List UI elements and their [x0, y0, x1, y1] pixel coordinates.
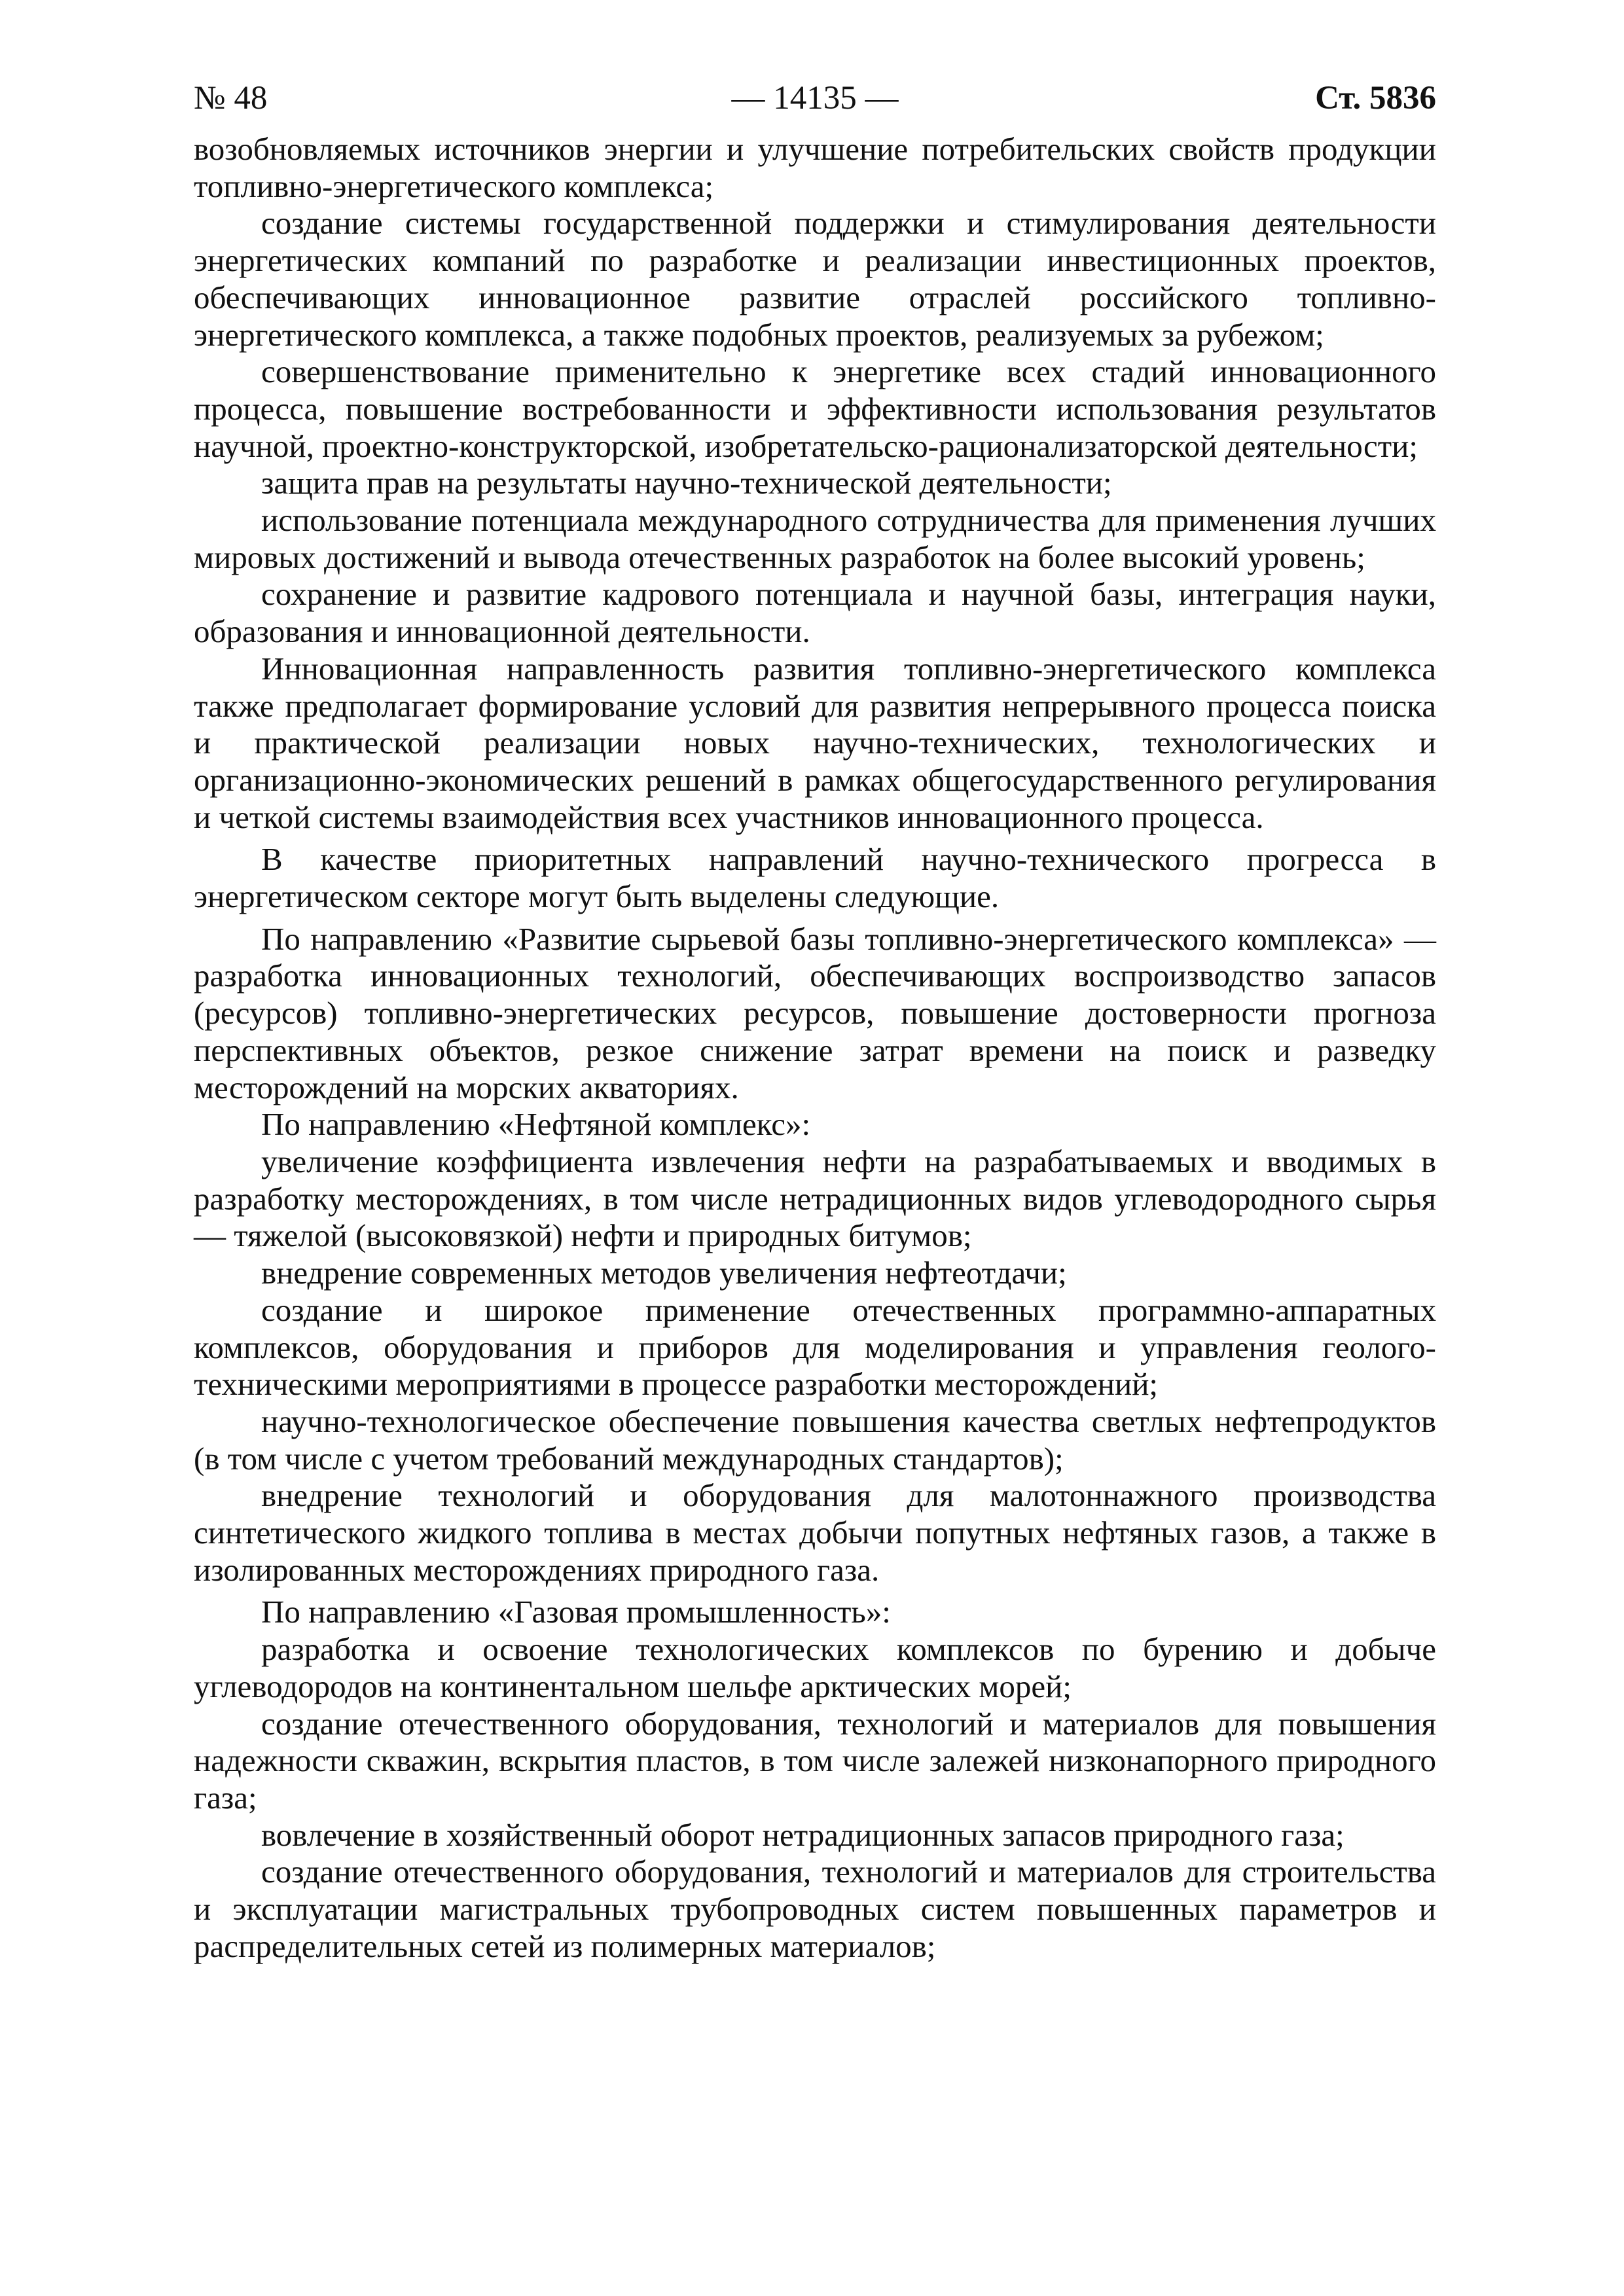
paragraph: разработка и освоение технологических комплексов по бурению и добыче углеводородов на континентальном шельфе арктических морей;	[194, 1631, 1436, 1704]
paragraph: внедрение современных методов увеличения нефтеотдачи;	[261, 1255, 1067, 1291]
paragraph: создание системы государственной поддержки и стимулирования деятельности энергетических компаний по разработке и реализации инвестиционных проектов, обеспечивающих инновационное развитие отраслей российского топливно-энергетического комплекса, а также подобных проектов, реализуемых за рубежом;	[194, 205, 1436, 353]
article-number: Ст. 5836	[1315, 80, 1436, 117]
paragraph: В качестве приоритетных направлений научно-технического прогресса в энергетическом секторе могут быть выделены следующие.	[194, 841, 1436, 915]
issue-number: № 48	[194, 80, 268, 117]
paragraph: вовлечение в хозяйственный оборот нетрадиционных запасов природного газа;	[261, 1816, 1344, 1853]
page-number: — 14135 —	[731, 80, 899, 117]
paragraph: создание отечественного оборудования, технологий и материалов для повышения надежности скважин, вскрытия пластов, в том числе залежей низконапорного природного газа;	[194, 1705, 1436, 1816]
paragraph: По направлению «Газовая промышленность»:	[261, 1594, 891, 1630]
paragraph: сохранение и развитие кадрового потенциала и научной базы, интеграция науки, образования и инновационной деятельности.	[194, 576, 1436, 650]
paragraph: увеличение коэффициента извлечения нефти на разрабатываемых и вводимых в разработку месторождениях, в том числе нетрадиционных видов углеводородного сырья — тяжелой (высоковязкой) нефти и природных битумов;	[194, 1143, 1436, 1254]
paragraph: использование потенциала международного сотрудничества для применения лучших мировых достижений и вывода отечественных разработок на более высокий уровень;	[194, 502, 1436, 575]
paragraph: совершенствование применительно к энергетике всех стадий инновационного процесса, повышение востребованности и эффективности использования результатов научной, проектно-конструкторской, изобретательско-рационализаторской деятельности;	[194, 353, 1436, 464]
page-header	[194, 65, 1436, 131]
paragraph: научно-технологическое обеспечение повышения качества светлых нефтепродуктов (в том числе с учетом требований международных стандартов);	[194, 1403, 1436, 1477]
paragraph: создание отечественного оборудования, технологий и материалов для строительства и эксплуатации магистральных трубопроводных систем повышенных параметров и распределительных сетей из полимерных материалов;	[194, 1854, 1436, 1964]
paragraph: По направлению «Развитие сырьевой базы топливно-энергетического комплекса» — разработка инновационных технологий, обеспечивающих воспроизводство запасов (ресурсов) топливно-энергетических ресурсов, повышение достоверности прогноза перспективных объектов, резкое снижение затрат времени на поиск и разведку месторождений на морских акваториях.	[194, 920, 1436, 1105]
paragraph: По направлению «Нефтяной комплекс»:	[261, 1106, 811, 1143]
paragraph: создание и широкое применение отечественных программно-аппаратных комплексов, оборудования и приборов для моделирования и управления геолого-техническими мероприятиями в процессе разработки месторождений;	[194, 1291, 1436, 1403]
paragraph: возобновляемых источников энергии и улучшение потребительских свойств продукции топливно-энергетического комплекса;	[194, 131, 1436, 204]
paragraph: Инновационная направленность развития топливно-энергетического комплекса также предполагает формирование условий для развития непрерывного процесса поиска и практической реализации новых научно-технических, технологических и организационно-экономических решений в рамках общегосударственного регулирования и четкой системы взаимодействия всех участников инновационного процесса.	[194, 650, 1436, 835]
paragraph: внедрение технологий и оборудования для малотоннажного производства синтетического жидкого топлива в местах добычи попутных нефтяных газов, а также в изолированных месторождениях природного газа.	[194, 1477, 1436, 1588]
document-body	[194, 131, 1436, 1965]
document-page	[194, 65, 1436, 2251]
paragraph: защита прав на результаты научно-технической деятельности;	[261, 465, 1112, 501]
